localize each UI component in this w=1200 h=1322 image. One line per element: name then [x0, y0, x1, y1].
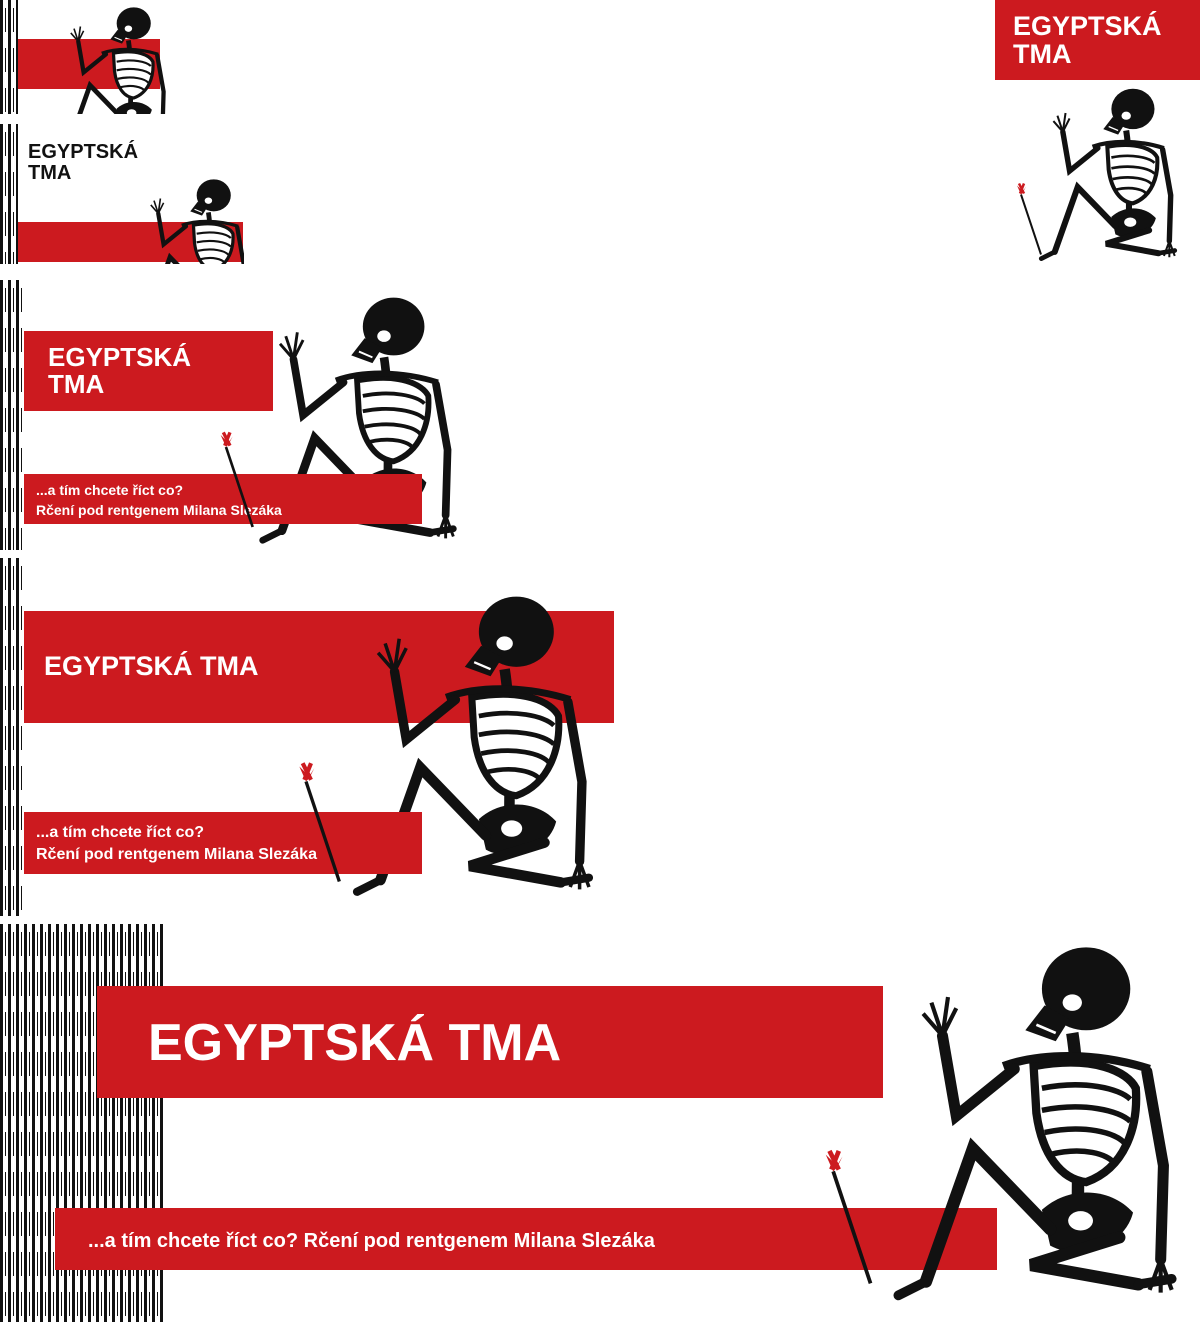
banner-5 — [0, 558, 615, 916]
arrow-icon — [296, 754, 346, 894]
skeleton-illustration — [890, 930, 1180, 1310]
arrow-icon — [218, 426, 258, 536]
banner-2 — [0, 124, 244, 264]
banner-4 — [0, 280, 470, 550]
skeleton-illustration — [138, 174, 244, 264]
skeleton-illustration — [1027, 82, 1189, 264]
banner-3 — [995, 0, 1200, 266]
subtitle-text: ...a tím chcete říct co? Rčení pod rentgenem Milana Slezáka — [36, 482, 282, 518]
title-text: EGYPTSKÁ TMA — [48, 342, 192, 400]
title-text: EGYPTSKÁ TMA — [1013, 11, 1162, 70]
title-text: EGYPTSKÁ TMA — [28, 141, 139, 184]
banner-1 — [0, 0, 168, 114]
columns-illustration — [0, 280, 24, 550]
banner-6 — [0, 924, 1200, 1322]
subtitle-text: ...a tím chcete říct co? Rčení pod rentgenem Milana Slezáka — [88, 1230, 655, 1252]
skeleton-illustration — [58, 2, 168, 114]
columns-illustration — [0, 558, 24, 916]
title-text: EGYPTSKÁ TMA — [44, 651, 259, 681]
columns-illustration — [0, 0, 18, 114]
arrow-icon — [822, 1134, 878, 1304]
title-text: EGYPTSKÁ TMA — [148, 1014, 562, 1072]
columns-illustration — [0, 124, 18, 264]
subtitle-text: ...a tím chcete říct co? Rčení pod rentgenem Milana Slezáka — [36, 824, 317, 864]
